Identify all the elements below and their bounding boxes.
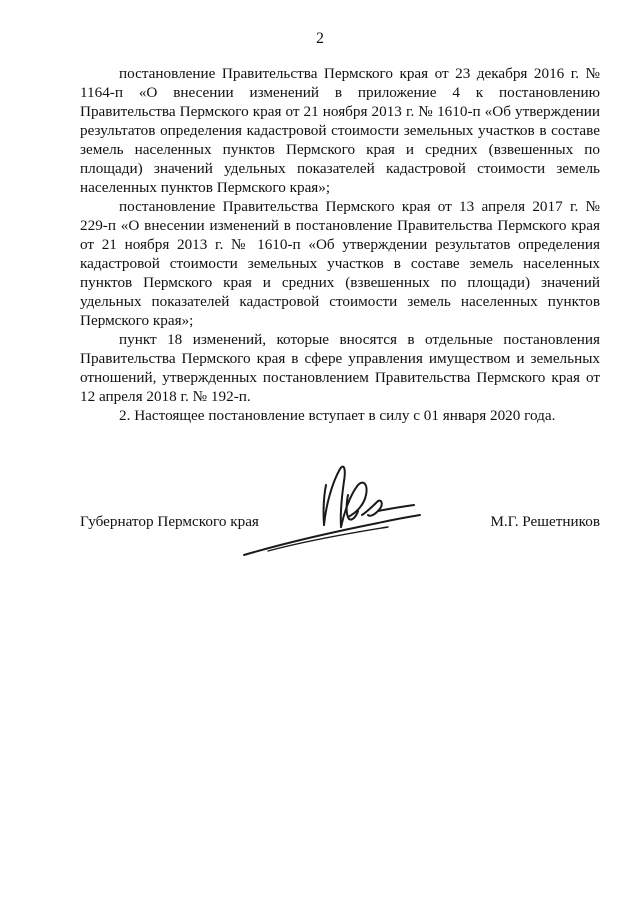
signer-name: М.Г. Решетников — [490, 513, 600, 530]
handwritten-signature — [228, 455, 428, 565]
paragraph-resolution-229: постановление Правительства Пермского края от 13 апреля 2017 г. № 229-п «О внесении изменений в постановление Правительства Пермского края от 21 ноября 2013 г. № 1610-п «Об утверждении результатов определения кадастровой стоимости земельных участков в составе земель населенных пунктов Пермского края и средних (взвешенных по площади) значений удельных показателей кадастровой стоимости земель населенных пунктов Пермского края»; — [80, 198, 600, 329]
document-body — [80, 64, 600, 425]
paragraph-effective-date: 2. Настоящее постановление вступает в силу с 01 января 2020 года. — [119, 407, 556, 424]
paragraph-resolution-1164: постановление Правительства Пермского края от 23 декабря 2016 г. № 1164-п «О внесении изменений в приложение 4 к постановлению Правительства Пермского края от 21 ноября 2013 г. № 1610-п «Об утверждении результатов определения кадастровой стоимости земельных участков в составе земель населенных пунктов Пермского края и средних (взвешенных по площади) значений удельных показателей кадастровой стоимости земель населенных пунктов Пермского края»; — [80, 65, 600, 196]
paragraph-item-18: пункт 18 изменений, которые вносятся в отдельные постановления Правительства Пермского края в сфере управления имуществом и земельных отношений, утвержденных постановлением Правительства Пермского края от 12 апреля 2018 г. № 192-п. — [80, 331, 600, 405]
signer-title: Губернатор Пермского края — [80, 513, 259, 530]
page-number: 2 — [316, 30, 324, 47]
